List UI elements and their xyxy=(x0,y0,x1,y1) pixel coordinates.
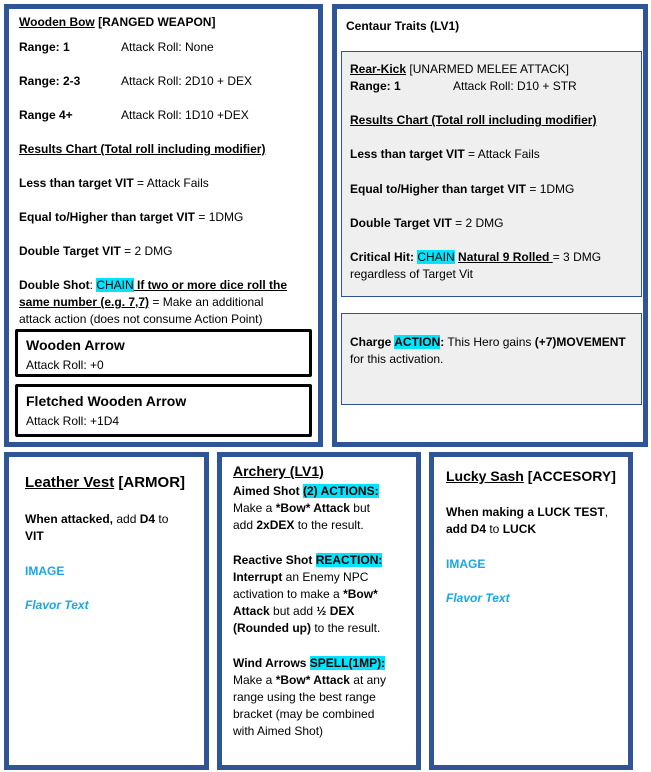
wind-arrows-line1: Wind Arrows SPELL(1MP): xyxy=(233,656,386,670)
reactive-shot-line4: Attack but add ½ DEX xyxy=(233,604,355,618)
reactive-shot-line2: Interrupt an Enemy NPC xyxy=(233,570,369,584)
charge-panel xyxy=(341,313,642,405)
fletched-arrow-name: Fletched Wooden Arrow xyxy=(26,393,187,409)
bow-range2-label: Range: 2-3 xyxy=(19,74,81,88)
reactive-shot-line5: (Rounded up) to the result. xyxy=(233,621,381,635)
critical-hit-line2: regardless of Target Vit xyxy=(350,267,473,281)
wind-arrows-line4: bracket (may be combined xyxy=(233,707,375,721)
centaur-traits-card xyxy=(332,4,648,447)
wind-arrows-line3: range using the best range xyxy=(233,690,376,704)
wooden-arrow-name: Wooden Arrow xyxy=(26,337,125,353)
charge-line2: for this activation. xyxy=(350,352,444,366)
rear-kick-panel xyxy=(341,51,642,297)
bow-range1-roll: Attack Roll: None xyxy=(121,40,214,54)
chain-keyword: CHAIN xyxy=(417,250,455,264)
bow-range2-roll: Attack Roll: 2D10 + DEX xyxy=(121,74,253,88)
wind-arrows-line2: Make a *Bow* Attack at any xyxy=(233,673,386,687)
aimed-shot-line2: Make a *Bow* Attack but xyxy=(233,501,370,515)
sash-text-line1: When making a LUCK TEST, xyxy=(446,505,609,519)
wind-arrows-line5: with Aimed Shot) xyxy=(233,724,324,738)
rear-kick-title: Rear-Kick [UNARMED MELEE ATTACK] xyxy=(350,62,569,76)
double-shot-line1: Double Shot: CHAIN If two or more dice roll the xyxy=(19,278,288,292)
action-keyword: ACTION xyxy=(394,335,441,349)
vest-title: Leather Vest [ARMOR] xyxy=(25,474,186,491)
vest-flavor-text: Flavor Text xyxy=(25,598,89,612)
vest-image-placeholder: IMAGE xyxy=(25,564,65,578)
archery-title: Archery (LV1) xyxy=(233,463,324,479)
rear-kick-range: Range: 1 xyxy=(350,79,401,93)
wooden-arrow-roll: Attack Roll: +0 xyxy=(26,358,104,372)
centaur-title: Centaur Traits (LV1) xyxy=(346,19,460,33)
bow-results-heading: Results Chart (Total roll including modifier) xyxy=(19,142,266,156)
sash-image-placeholder: IMAGE xyxy=(446,557,486,571)
double-shot-line3: attack action (does not consume Action Point) xyxy=(19,312,263,326)
aimed-shot-line3: add 2xDEX to the result. xyxy=(233,518,364,532)
archery-card xyxy=(217,452,421,770)
reactive-shot-line3: activation to make a *Bow* xyxy=(233,587,378,601)
double-shot-line2: same number (e.g. 7,7) = Make an additional xyxy=(19,295,264,309)
critical-hit-line1: Critical Hit: CHAIN Natural 9 Rolled = 3 DMG xyxy=(350,250,602,264)
bow-range3-label: Range 4+ xyxy=(19,108,73,122)
bow-result-3: Double Target VIT = 2 DMG xyxy=(19,244,173,258)
charge-line1: Charge ACTION: This Hero gains (+7)MOVEMENT xyxy=(350,335,626,349)
centaur-result-3: Double Target VIT = 2 DMG xyxy=(350,216,504,230)
rear-kick-roll: Attack Roll: D10 + STR xyxy=(453,79,577,93)
reactive-shot-line1: Reactive Shot REACTION: xyxy=(233,553,383,567)
lucky-sash-card xyxy=(429,452,633,770)
aimed-shot-line1: Aimed Shot (2) ACTIONS: xyxy=(233,484,379,498)
vest-text-line2: VIT xyxy=(25,529,44,543)
bow-range1-label: Range: 1 xyxy=(19,40,70,54)
wooden-arrow-box xyxy=(15,329,312,377)
reaction-keyword: REACTION: xyxy=(315,553,383,567)
chain-keyword: CHAIN xyxy=(96,278,134,292)
sash-title: Lucky Sash [ACCESORY] xyxy=(446,468,616,484)
leather-vest-card xyxy=(4,452,209,770)
sash-text-line2: add D4 to LUCK xyxy=(446,522,537,536)
centaur-result-1: Less than target VIT = Attack Fails xyxy=(350,147,540,161)
vest-text-line1: When attacked, add D4 to xyxy=(25,512,169,526)
centaur-result-2: Equal to/Higher than target VIT = 1DMG xyxy=(350,182,575,196)
fletched-arrow-box xyxy=(15,384,312,437)
centaur-results-heading: Results Chart (Total roll including modifier) xyxy=(350,113,597,127)
actions-keyword: (2) ACTIONS: xyxy=(303,484,379,498)
bow-title: Wooden Bow [RANGED WEAPON] xyxy=(19,15,216,29)
wooden-bow-card xyxy=(4,4,323,447)
fletched-arrow-roll: Attack Roll: +1D4 xyxy=(26,414,120,428)
sash-flavor-text: Flavor Text xyxy=(446,591,510,605)
bow-result-1: Less than target VIT = Attack Fails xyxy=(19,176,209,190)
spell-keyword: SPELL(1MP): xyxy=(309,656,386,670)
bow-result-2: Equal to/Higher than target VIT = 1DMG xyxy=(19,210,244,224)
bow-range3-roll: Attack Roll: 1D10 +DEX xyxy=(121,108,249,122)
